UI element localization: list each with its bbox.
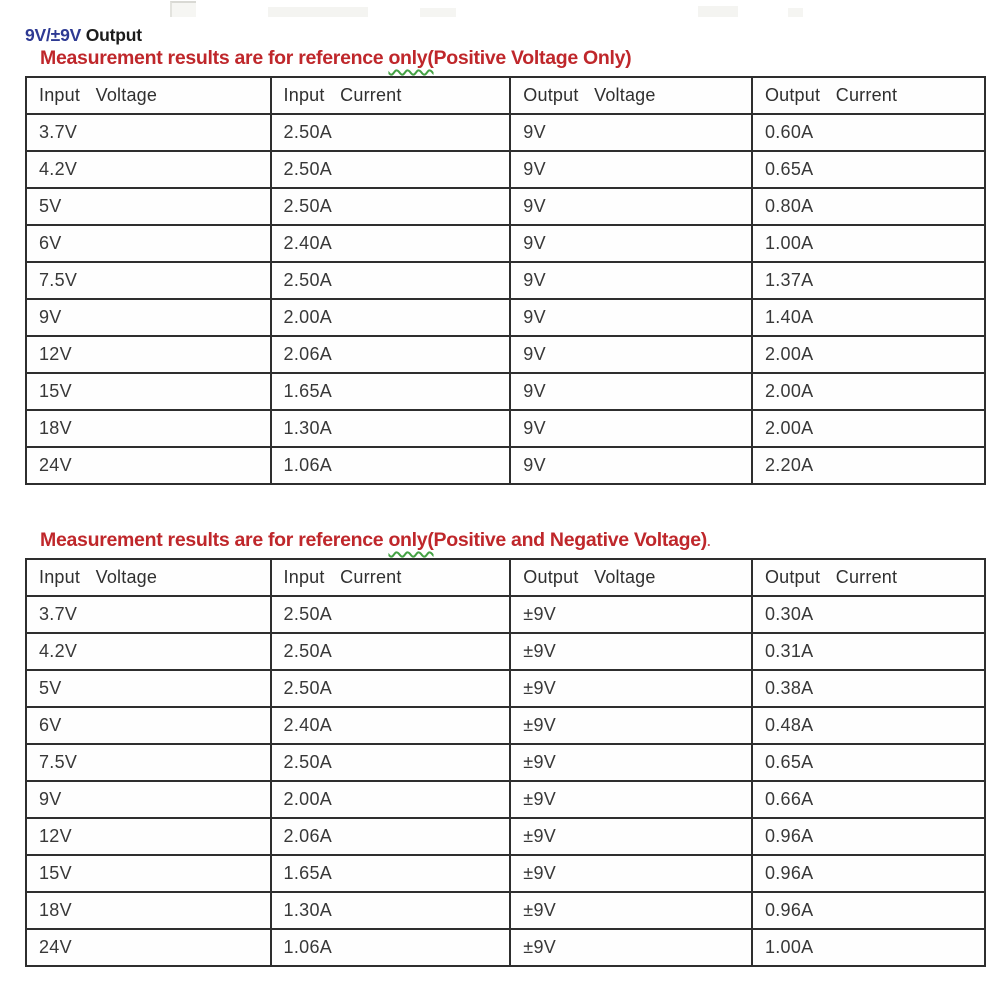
scan-artifact: [170, 1, 196, 17]
table-cell: 6V: [26, 707, 271, 744]
table-cell: 12V: [26, 818, 271, 855]
table-cell: 4.2V: [26, 633, 271, 670]
table-cell: 5V: [26, 188, 271, 225]
table-cell: 2.50A: [271, 262, 511, 299]
table-cell: 9V: [26, 299, 271, 336]
table-row: [26, 892, 985, 929]
table-cell: ±9V: [510, 744, 752, 781]
table-row: [26, 818, 985, 855]
table-cell: 3.7V: [26, 596, 271, 633]
table-cell: 2.06A: [271, 336, 511, 373]
table-cell: 3.7V: [26, 114, 271, 151]
page-title-model: 9V/±9V: [25, 25, 82, 45]
table-header-row: [26, 77, 985, 114]
scan-artifact: [788, 8, 803, 17]
table-cell: ±9V: [510, 929, 752, 966]
table-cell: 0.60A: [752, 114, 985, 151]
table-cell: 2.00A: [752, 410, 985, 447]
table-cell: 15V: [26, 373, 271, 410]
table-cell: ±9V: [510, 633, 752, 670]
table-row: [26, 225, 985, 262]
column-header: Input Current: [271, 559, 511, 596]
positive-voltage-section: [25, 47, 986, 485]
table-row: [26, 151, 985, 188]
heading-spellcheck-squiggle: only(: [388, 529, 434, 551]
table-cell: 1.06A: [271, 929, 511, 966]
table-cell: 18V: [26, 410, 271, 447]
table-header-row: [26, 559, 985, 596]
table-row: [26, 781, 985, 818]
heading-text: Measurement results are for reference: [40, 47, 389, 69]
table-row: [26, 633, 985, 670]
heading-text: Positive and Negative Voltage): [433, 529, 707, 551]
table-cell: 9V: [510, 336, 752, 373]
table-cell: 1.30A: [271, 892, 511, 929]
table-cell: 9V: [510, 373, 752, 410]
table-cell: 2.20A: [752, 447, 985, 484]
table-cell: 2.00A: [752, 336, 985, 373]
table-row: [26, 188, 985, 225]
column-header: Output Current: [752, 559, 985, 596]
table-cell: 2.50A: [271, 596, 511, 633]
table-cell: 24V: [26, 447, 271, 484]
page-title-suffix: Output: [81, 25, 142, 45]
heading-spellcheck-squiggle: only(: [388, 47, 434, 69]
table-cell: 0.66A: [752, 781, 985, 818]
positive-voltage-heading: [40, 47, 986, 71]
table-cell: 2.06A: [271, 818, 511, 855]
table-cell: 1.00A: [752, 929, 985, 966]
table-cell: 2.50A: [271, 151, 511, 188]
table-row: [26, 929, 985, 966]
table-cell: 9V: [510, 188, 752, 225]
column-header: Input Voltage: [26, 77, 271, 114]
table-cell: 0.30A: [752, 596, 985, 633]
table-cell: 2.50A: [271, 114, 511, 151]
table-cell: 1.00A: [752, 225, 985, 262]
table-cell: 24V: [26, 929, 271, 966]
scan-artifact: [268, 7, 368, 17]
table-row: [26, 855, 985, 892]
table-cell: 0.31A: [752, 633, 985, 670]
table-cell: 1.06A: [271, 447, 511, 484]
table-cell: ±9V: [510, 781, 752, 818]
column-header: Output Voltage: [510, 77, 752, 114]
positive-negative-voltage-table: [25, 558, 986, 967]
table-cell: 9V: [510, 151, 752, 188]
table-row: [26, 262, 985, 299]
table-row: [26, 447, 985, 484]
column-header: Output Current: [752, 77, 985, 114]
table-cell: ±9V: [510, 596, 752, 633]
table-cell: 2.00A: [752, 373, 985, 410]
table-cell: 0.48A: [752, 707, 985, 744]
table-cell: 1.37A: [752, 262, 985, 299]
heading-text: Measurement results are for reference: [40, 529, 389, 551]
table-cell: 0.65A: [752, 744, 985, 781]
positive-negative-voltage-heading: [40, 529, 986, 553]
table-row: [26, 299, 985, 336]
table-cell: 0.96A: [752, 818, 985, 855]
table-cell: 9V: [26, 781, 271, 818]
table-cell: 2.50A: [271, 670, 511, 707]
table-cell: ±9V: [510, 855, 752, 892]
heading-tail-mark: .: [707, 534, 711, 549]
table-cell: 2.50A: [271, 188, 511, 225]
table-cell: 5V: [26, 670, 271, 707]
table-cell: 9V: [510, 447, 752, 484]
table-cell: 0.96A: [752, 855, 985, 892]
table-cell: ±9V: [510, 670, 752, 707]
table-cell: 2.50A: [271, 633, 511, 670]
table-cell: ±9V: [510, 892, 752, 929]
table-cell: 9V: [510, 225, 752, 262]
table-row: [26, 744, 985, 781]
table-cell: 2.40A: [271, 225, 511, 262]
table-cell: 1.40A: [752, 299, 985, 336]
page-title: [25, 25, 142, 46]
table-cell: 2.50A: [271, 744, 511, 781]
table-cell: 0.38A: [752, 670, 985, 707]
table-cell: 12V: [26, 336, 271, 373]
table-cell: 1.65A: [271, 373, 511, 410]
heading-text: Positive Voltage Only): [433, 47, 632, 69]
table-cell: 0.96A: [752, 892, 985, 929]
table-cell: 9V: [510, 410, 752, 447]
scan-artifact: [698, 6, 738, 17]
table-row: [26, 336, 985, 373]
positive-voltage-table: [25, 76, 986, 485]
column-header: Input Voltage: [26, 559, 271, 596]
table-row: [26, 114, 985, 151]
table-row: [26, 670, 985, 707]
table-cell: 1.30A: [271, 410, 511, 447]
table-row: [26, 707, 985, 744]
table-cell: 7.5V: [26, 262, 271, 299]
table-cell: 0.65A: [752, 151, 985, 188]
table-cell: ±9V: [510, 707, 752, 744]
table-cell: 2.00A: [271, 299, 511, 336]
table-cell: 7.5V: [26, 744, 271, 781]
table-cell: 2.00A: [271, 781, 511, 818]
table-row: [26, 596, 985, 633]
table-row: [26, 373, 985, 410]
table-cell: 18V: [26, 892, 271, 929]
scan-artifact: [420, 8, 456, 17]
table-cell: 9V: [510, 262, 752, 299]
table-cell: ±9V: [510, 818, 752, 855]
table-cell: 4.2V: [26, 151, 271, 188]
table-cell: 2.40A: [271, 707, 511, 744]
positive-negative-voltage-section: [25, 529, 986, 967]
table-cell: 6V: [26, 225, 271, 262]
column-header: Output Voltage: [510, 559, 752, 596]
table-cell: 0.80A: [752, 188, 985, 225]
table-cell: 15V: [26, 855, 271, 892]
table-cell: 9V: [510, 114, 752, 151]
column-header: Input Current: [271, 77, 511, 114]
table-cell: 1.65A: [271, 855, 511, 892]
table-cell: 9V: [510, 299, 752, 336]
table-row: [26, 410, 985, 447]
